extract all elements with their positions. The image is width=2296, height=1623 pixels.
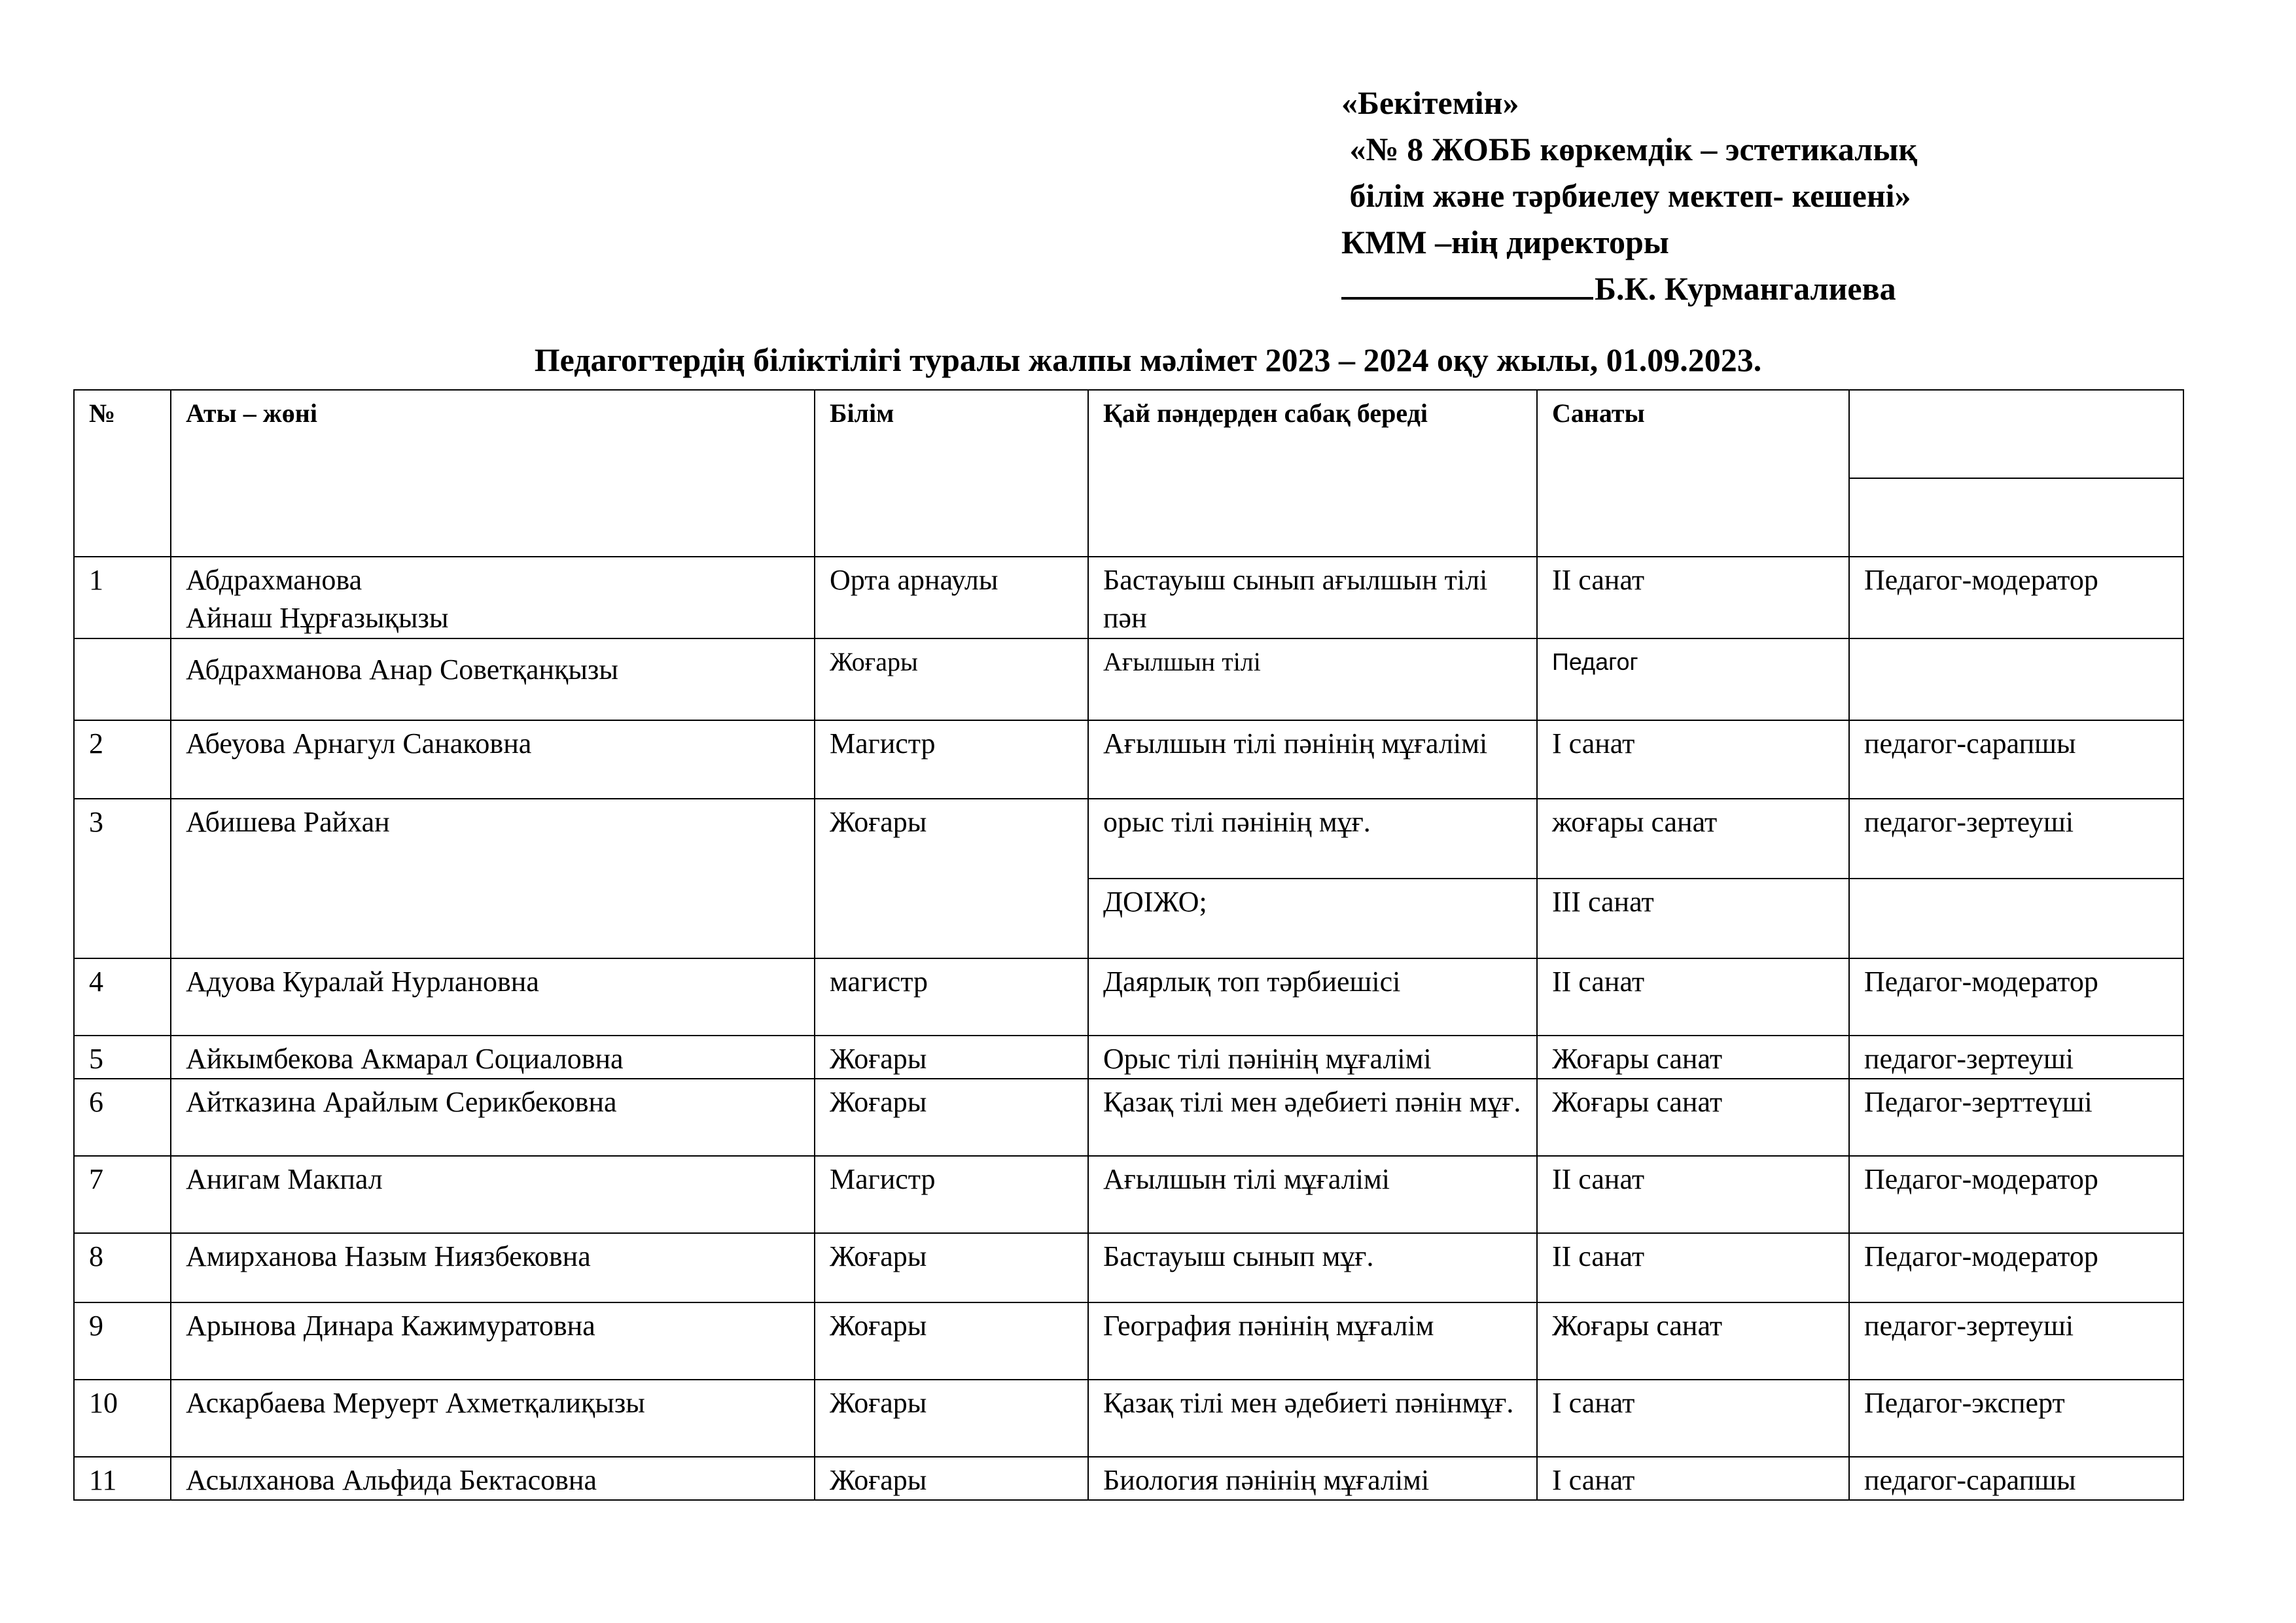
cell-level <box>1849 638 2183 720</box>
approval-signature-line <box>1341 266 1917 312</box>
cell-category: I санат <box>1537 1380 1849 1457</box>
cell-level: Педагог-модератор <box>1849 1233 2183 1302</box>
cell-subject: Қазақ тілі мен әдебиеті пәнінмұғ. <box>1088 1380 1537 1457</box>
header-subjects: Қай пәндерден сабақ береді <box>1088 390 1537 557</box>
cell-education: Жоғары <box>815 1079 1088 1156</box>
cell-number: 5 <box>74 1036 171 1079</box>
cell-category: Жоғары санат <box>1537 1079 1849 1156</box>
cell-name: Абдрахманова Анар Советқанқызы <box>171 638 815 720</box>
cell-category: жоғары санат <box>1537 799 1849 879</box>
signature-underline <box>1341 266 1593 300</box>
cell-level: Педагог-модератор <box>1849 1156 2183 1233</box>
cell-subject: Орыс тілі пәнінің мұғалімі <box>1088 1036 1537 1079</box>
cell-subject: Биология пәнінің мұғалімі <box>1088 1457 1537 1500</box>
cell-subject: Бастауыш сынып ағылшын тілі пән <box>1088 557 1537 638</box>
cell-level: педагог-зертеуші <box>1849 1302 2183 1380</box>
cell-education: Жоғары <box>815 799 1088 958</box>
cell-level: педагог-зертеуші <box>1849 799 2183 879</box>
cell-education: Жоғары <box>815 1302 1088 1380</box>
cell-number: 10 <box>74 1380 171 1457</box>
table-row <box>74 1380 2183 1457</box>
table-row <box>74 1079 2183 1156</box>
cell-subject: География пәнінің мұғалім <box>1088 1302 1537 1380</box>
table-row <box>74 1302 2183 1380</box>
cell-education: Жоғары <box>815 1233 1088 1302</box>
table-row <box>74 799 2183 879</box>
cell-category: Жоғары санат <box>1537 1302 1849 1380</box>
approval-position: КММ –нің директоры <box>1341 224 1669 260</box>
cell-name: Абишева Райхан <box>171 799 815 958</box>
cell-name: Анигам Макпал <box>171 1156 815 1233</box>
cell-level: Педагог-модератор <box>1849 557 2183 638</box>
cell-subject: Даярлық топ тәрбиешісі <box>1088 958 1537 1036</box>
cell-level: педагог-сарапшы <box>1849 1457 2183 1500</box>
table-row <box>74 1233 2183 1302</box>
cell-category: II санат <box>1537 1233 1849 1302</box>
cell-education: Магистр <box>815 720 1088 799</box>
cell-subject: Ағылшын тілі пәнінің мұғалімі <box>1088 720 1537 799</box>
table-row <box>74 638 2183 720</box>
cell-level: Педагог-эксперт <box>1849 1380 2183 1457</box>
cell-name: Аскарбаева Меруерт Ахметқалиқызы <box>171 1380 815 1457</box>
cell-education: Жоғары <box>815 1457 1088 1500</box>
cell-number: 11 <box>74 1457 171 1500</box>
cell-number: 3 <box>74 799 171 958</box>
cell-name: Айтказина Арайлым Серикбековна <box>171 1079 815 1156</box>
cell-category: II санат <box>1537 1156 1849 1233</box>
header-category: Санаты <box>1537 390 1849 557</box>
table-row <box>74 720 2183 799</box>
cell-number: 4 <box>74 958 171 1036</box>
cell-category: Педагог <box>1537 638 1849 720</box>
cell-subject: Қазақ тілі мен әдебиеті пәнін мұғ. <box>1088 1079 1537 1156</box>
approval-school-line-1: «№ 8 ЖОББ көркемдік – эстетикалық <box>1341 131 1918 167</box>
cell-level: Педагог-модератор <box>1849 958 2183 1036</box>
table-row <box>74 1156 2183 1233</box>
cell-category: II санат <box>1537 958 1849 1036</box>
cell-category: II санат <box>1537 557 1849 638</box>
cell-number: 6 <box>74 1079 171 1156</box>
cell-category: I санат <box>1537 720 1849 799</box>
document-title: Педагогтердің біліктілігі туралы жалпы мәлімет 2023 – 2024 оқу жылы, 01.09.2023. <box>534 341 1762 378</box>
cell-subject: Ағылшын тілі <box>1088 638 1537 720</box>
cell-level: педагог-зертеуші <box>1849 1036 2183 1079</box>
cell-name: Асылханова Альфида Бектасовна <box>171 1457 815 1500</box>
cell-number: 1 <box>74 557 171 638</box>
cell-education: Жоғары <box>815 638 1088 720</box>
cell-level: Педагог-зерттеүші <box>1849 1079 2183 1156</box>
cell-name: Айкымбекова Акмарал Социаловна <box>171 1036 815 1079</box>
cell-name: Адуова Куралай Нурлановна <box>171 958 815 1036</box>
table-row <box>74 958 2183 1036</box>
table-header-row <box>74 390 2183 478</box>
cell-name: Амирханова Назым Ниязбековна <box>171 1233 815 1302</box>
table-row <box>74 557 2183 638</box>
cell-name: Арынова Динара Кажимуратовна <box>171 1302 815 1380</box>
cell-education: Жоғары <box>815 1380 1088 1457</box>
cell-number: 9 <box>74 1302 171 1380</box>
approval-school-line-2: білім және тәрбиелеу мектеп- кешені» <box>1341 177 1911 214</box>
cell-name: Абдрахманова Айнаш Нұрғазықызы <box>171 557 815 638</box>
cell-number: 8 <box>74 1233 171 1302</box>
cell-category: Жоғары санат <box>1537 1036 1849 1079</box>
header-name: Аты – жөні <box>171 390 815 557</box>
cell-subject: Ағылшын тілі мұғалімі <box>1088 1156 1537 1233</box>
table-row <box>74 1457 2183 1500</box>
approval-signatory: Б.К. Курмангалиева <box>1595 270 1896 307</box>
header-extra-bottom <box>1849 478 2183 557</box>
approval-heading: «Бекітемін» <box>1341 84 1519 121</box>
cell-level <box>1849 879 2183 958</box>
cell-subject: орыс тілі пәнінің мұғ. <box>1088 799 1537 879</box>
cell-education: Магистр <box>815 1156 1088 1233</box>
cell-number <box>74 638 171 720</box>
header-education: Білім <box>815 390 1088 557</box>
approval-block <box>1341 80 1917 312</box>
cell-education: Орта арнаулы <box>815 557 1088 638</box>
cell-number: 2 <box>74 720 171 799</box>
staff-qualification-table <box>73 389 2184 1501</box>
cell-category: III санат <box>1537 879 1849 958</box>
cell-category: I санат <box>1537 1457 1849 1500</box>
header-extra-top <box>1849 390 2183 478</box>
cell-name: Абеуова Арнагул Санаковна <box>171 720 815 799</box>
cell-education: Жоғары <box>815 1036 1088 1079</box>
header-number: № <box>74 390 171 557</box>
cell-subject: ДОІЖО; <box>1088 879 1537 958</box>
cell-level: педагог-сарапшы <box>1849 720 2183 799</box>
cell-subject: Бастауыш сынып мұғ. <box>1088 1233 1537 1302</box>
cell-number: 7 <box>74 1156 171 1233</box>
table-row <box>74 1036 2183 1079</box>
cell-education: магистр <box>815 958 1088 1036</box>
